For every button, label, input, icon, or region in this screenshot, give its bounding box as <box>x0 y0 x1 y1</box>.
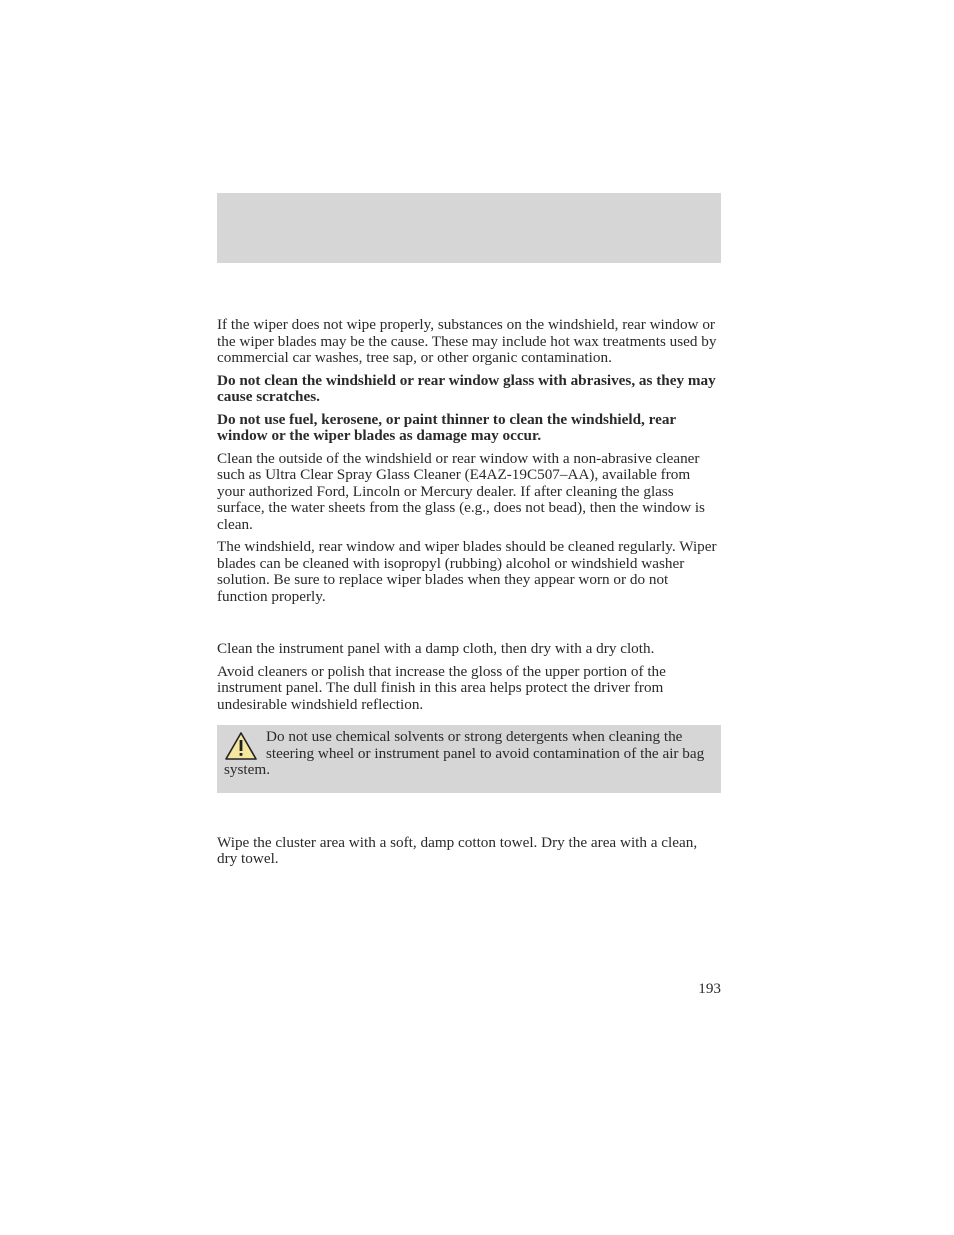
warning-text: Do not use chemical solvents or strong detergents when cleaning the steering wheel or instrument panel to avoid contamination of the air bag system. <box>224 728 705 778</box>
section-gap <box>217 793 721 835</box>
paragraph-avoid-gloss: Avoid cleaners or polish that increase the gloss of the upper portion of the instrument panel. The dull finish in this area helps protect the driver from undesirable windshield reflection. <box>217 662 666 713</box>
paragraph-glass-cleaner: Clean the outside of the windshield or rear window with a non-abrasive cleaner such as Ultra Clear Spray Glass Cleaner (E4AZ-19C507–AA), available from your authorized Ford, Lincoln or Mercury dealer. If after cleaning the glass surface, the water sheets from the glass (e.g., does not bead), then the window is clean. <box>217 449 705 533</box>
page-number: 193 <box>698 980 721 997</box>
paragraph-wiper-problems: If the wiper does not wipe properly, substances on the windshield, rear window or the wiper blades may be the cause. These may include hot wax treatments used by commercial car washes, tree sap, or other organic contamination. <box>217 316 717 366</box>
paragraph-clean-instrument-panel: Clean the instrument panel with a damp cloth, then dry with a dry cloth. <box>217 640 655 657</box>
paragraph-clean-cluster: Wipe the cluster area with a soft, damp cotton towel. Dry the area with a clean, dry towel. <box>217 833 698 867</box>
caution-fuel-kerosene: Do not use fuel, kerosene, or paint thinner to clean the windshield, rear window or the wiper blades as damage may occur. <box>217 410 676 444</box>
page-content <box>217 317 721 874</box>
warning-box <box>217 725 721 793</box>
paragraph-clean-regularly: The windshield, rear window and wiper blades should be cleaned regularly. Wiper blades can be cleaned with isopropyl (rubbing) alcohol or windshield washer solution. Be sure to replace wiper blades when they appear worn or do not function properly. <box>217 538 717 605</box>
caution-abrasives: Do not clean the windshield or rear window glass with abrasives, as they may cause scratches. <box>217 371 716 405</box>
section-gap <box>217 611 721 641</box>
section-header-band <box>217 193 721 263</box>
warning-triangle-icon <box>224 731 258 761</box>
